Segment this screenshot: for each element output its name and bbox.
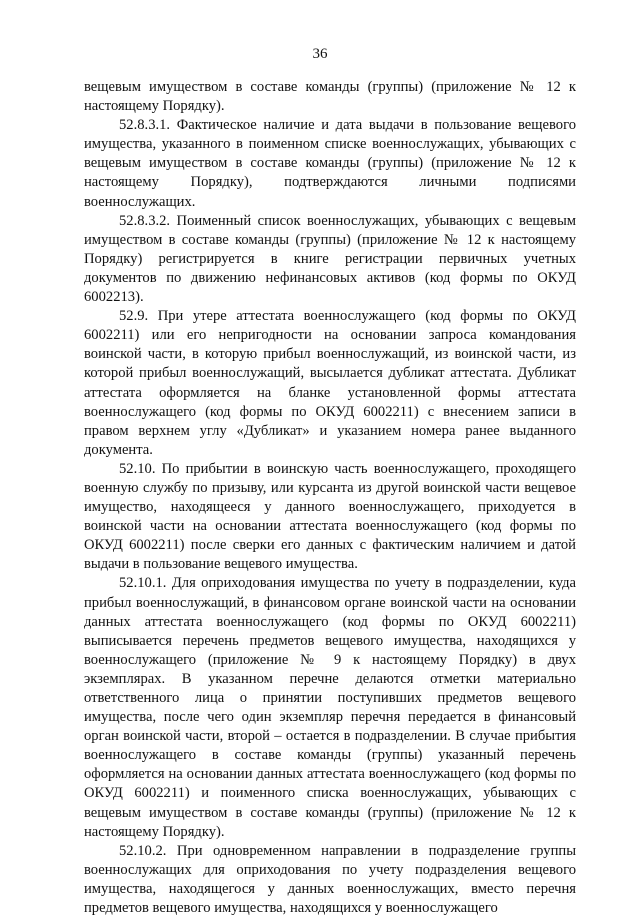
paragraph-continuation: вещевым имуществом в составе команды (группы) (приложение № 12 к настоящему Порядку). bbox=[84, 79, 576, 115]
paragraph-52-8-3-1: 52.8.3.1. Фактическое наличие и дата выдачи в пользование вещевого имущества, указанного в поименном списке военнослужащих, убывающих с вещевым имуществом в составе команды (группы) (приложение № 12 к настоящему Порядку), подтверждаются личными подписями военнослужащих. bbox=[84, 117, 576, 210]
paragraph-52-9: 52.9. При утере аттестата военнослужащего (код формы по ОКУД 6002211) или его непригодности на основании запроса командования воинской части, в которую прибыл военнослужащий, из воинской части, из которой прибыл военнослужащий, высылается дубликат аттестата. Дубликат аттестата оформляется на бланке установленной формы аттестата военнослужащего (код формы по ОКУД 6002211) с внесением записи в правом верхнем углу «Дубликат» и указанием номера ранее выданного документа. bbox=[84, 308, 576, 458]
paragraph-52-10-1: 52.10.1. Для оприходования имущества по учету в подразделении, куда прибыл военнослужащий, в финансовом органе воинской части на основании данных аттестата военнослужащего (код формы по ОКУД 6002211) выписывается перечень предметов вещевого имущества, находящихся у военнослужащего (приложение № 9 к настоящему Порядку) в двух экземплярах. В указанном перечне делаются отметки материально ответственного лица о принятии поступивших предметов вещевого имущества, после чего один экземпляр перечня передается в финансовый орган воинской части, второй – остается в подразделении. В случае прибытия военнослужащего в составе команды (группы) указанный перечень оформляется на основании данных аттестата военнослужащего (код формы по ОКУД 6002211) и поименного списка военнослужащих, убывающих с вещевым имуществом в составе команды (группы) (приложение № 12 к настоящему Порядку). bbox=[84, 575, 576, 840]
paragraph-52-10: 52.10. По прибытии в воинскую часть военнослужащего, проходящего военную службу по призыву, или курсанта из другой воинской части вещевое имущество, находящееся у данного военнослужащего, приходуется в воинской части на основании аттестата военнослужащего (код формы по ОКУД 6002211) после сверки его данных с фактическим наличием и датой выдачи в пользование вещевого имущества. bbox=[84, 460, 576, 573]
paragraph-52-8-3-2: 52.8.3.2. Поименный список военнослужащих, убывающих с вещевым имуществом в составе команды (группы) (приложение № 12 к настоящему Порядку) регистрируется в книге регистрации первичных учетных документов по движению нефинансовых активов (код формы по ОКУД 6002213). bbox=[84, 212, 576, 306]
document-body bbox=[84, 78, 576, 918]
page-number: 36 bbox=[312, 46, 328, 62]
paragraph-52-10-2: 52.10.2. При одновременном направлении в подразделение группы военнослужащих для оприходования по учету подразделения вещевого имущества, находящегося у данных военнослужащих, вместо перечня предметов вещевого имущества, находящихся у военнослужащего bbox=[84, 842, 576, 917]
